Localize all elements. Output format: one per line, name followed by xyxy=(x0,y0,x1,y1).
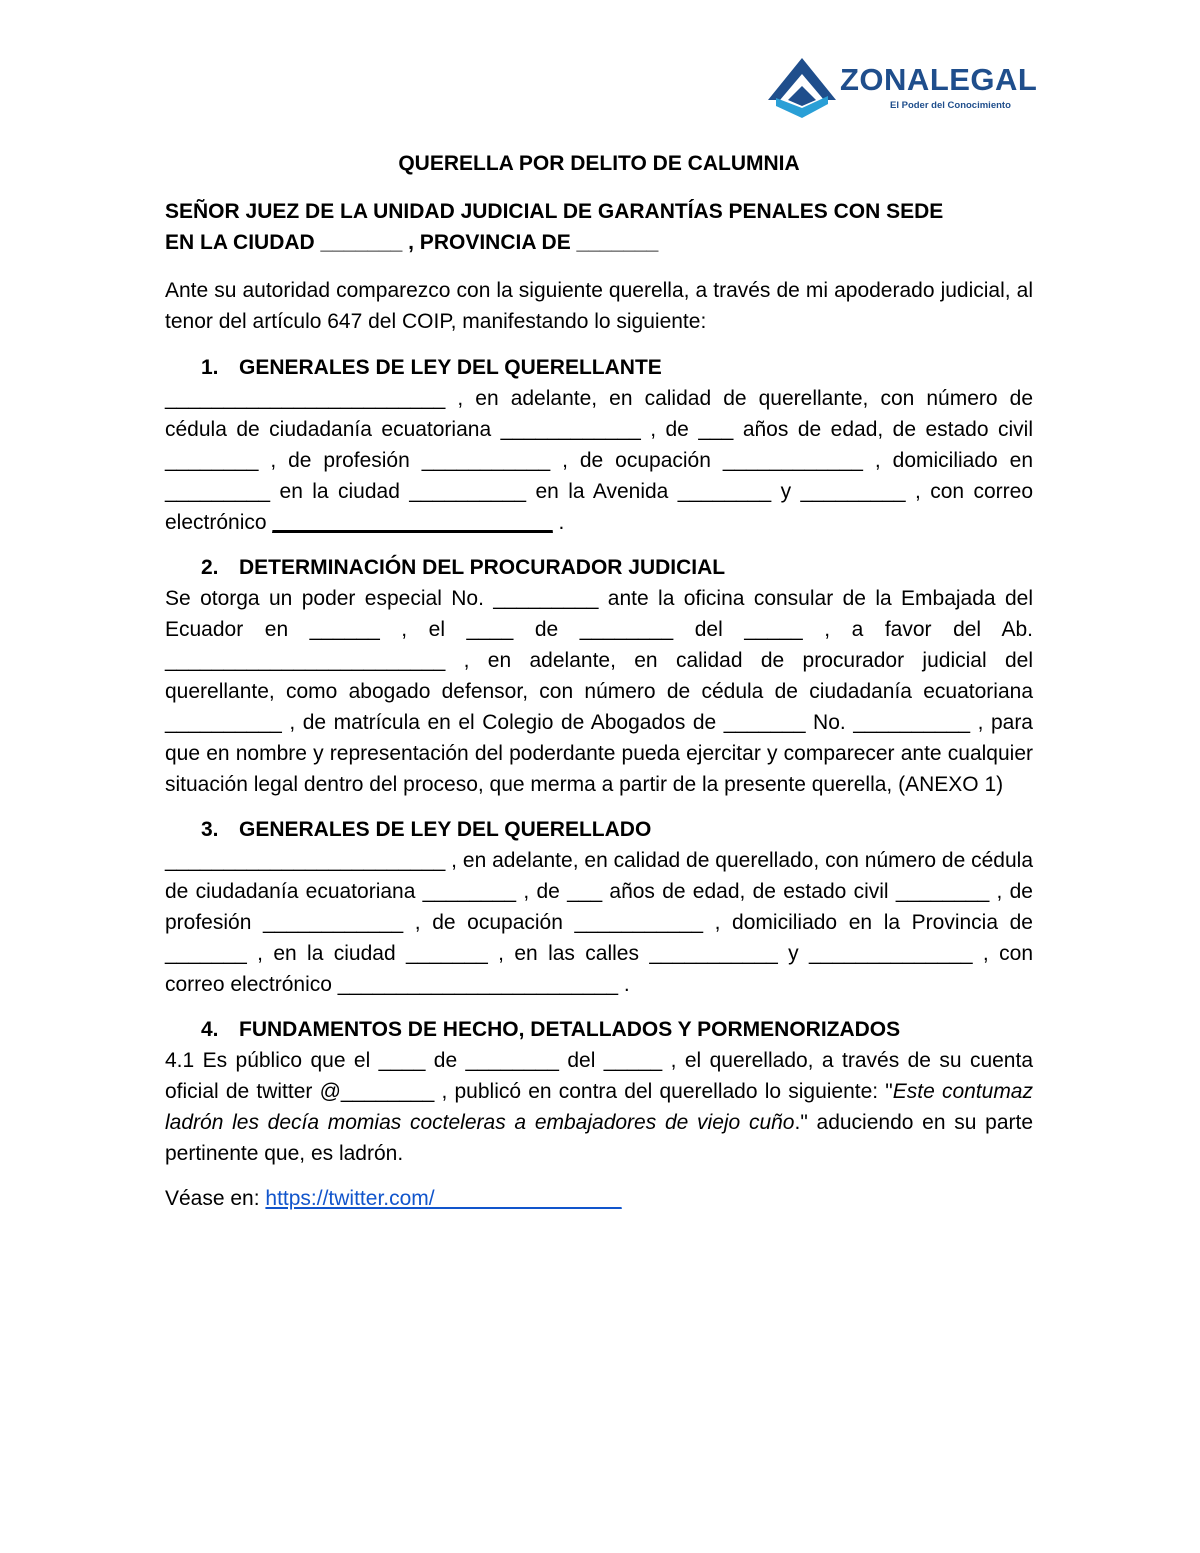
document-body xyxy=(165,148,1033,1228)
section-heading-4 xyxy=(165,1014,1033,1045)
section-body-1 xyxy=(165,383,1033,538)
addressee xyxy=(165,196,1033,258)
section-body-4 xyxy=(165,1045,1033,1169)
section-heading-1 xyxy=(165,352,1033,383)
logo-name: ZONALEGAL xyxy=(840,62,1038,97)
logo-tagline: El Poder del Conocimiento xyxy=(890,100,1011,111)
section-heading-3 xyxy=(165,814,1033,845)
logo-mark-icon xyxy=(766,56,838,126)
see-reference xyxy=(165,1183,1033,1214)
section-title: DETERMINACIÓN DEL PROCURADOR JUDICIAL xyxy=(239,556,726,579)
section-text: ________________________ , en adelante, en calidad de querellante, con número de cédula de ciudadanía ecuatoriana ____________ , de ___ años de edad, de estado civil ________ , de profesión ___________ , de ocupación ____________ , domiciliado en _________ en la ciudad __________ en la Avenida ________ y _________ , con correo electrónico xyxy=(165,387,1033,534)
section-title: GENERALES DE LEY DEL QUERELLADO xyxy=(239,818,652,841)
section-heading-2 xyxy=(165,552,1033,583)
section-end: . xyxy=(552,511,565,534)
document-title: QUERELLA POR DELITO DE CALUMNIA xyxy=(398,152,800,175)
tweet-quote: Este contumaz ladrón les decía momias cocteleras a embajadores de viejo cuño xyxy=(165,1080,1033,1134)
section-number: 2. xyxy=(201,556,219,579)
section-text: 4.1 Es público que el ____ de ________ del _____ , el querellado, a través de su cuenta oficial de twitter @________ , publicó en contra del querellado lo siguiente: " xyxy=(165,1049,1033,1103)
section-text-after: ." aduciendo en su parte pertinente que, es ladrón. xyxy=(165,1111,1034,1165)
section-title: FUNDAMENTOS DE HECHO, DETALLADOS Y PORMENORIZADOS xyxy=(239,1018,901,1041)
section-number: 1. xyxy=(201,356,219,379)
see-label: Véase en: xyxy=(165,1187,266,1210)
zonalegal-logo xyxy=(766,56,1036,126)
section-number: 4. xyxy=(201,1018,219,1041)
twitter-link[interactable]: https://twitter.com/________________ xyxy=(265,1187,622,1210)
section-number: 3. xyxy=(201,818,219,841)
addressee-line-2: EN LA CIUDAD _______ , PROVINCIA DE _______ xyxy=(165,231,659,254)
section-body-3: ________________________ , en adelante, en calidad de querellado, con número de cédula de ciudadanía ecuatoriana ________ , de ___ años de edad, de estado civil ________ , de profesión ____________ , de ocupación ___________ , domiciliado en la Provincia de _______ , en la ciudad _______ , en las calles ___________ y ______________ , con correo electrónico ________________________ . xyxy=(165,849,1033,996)
email-blank: ________________________ xyxy=(272,511,553,534)
addressee-line-1: SEÑOR JUEZ DE LA UNIDAD JUDICIAL DE GARANTÍAS PENALES CON SEDE xyxy=(165,200,944,223)
section-body-2: Se otorga un poder especial No. _________ ante la oficina consular de la Embajada del Ecuador en ______ , el ____ de ________ del _____ , a favor del Ab. ________________________ , en adelante, en calidad de procurador judicial del querellante, como abogado defensor, con número de cédula de ciudadanía ecuatoriana __________ , de matrícula en el Colegio de Abogados de _______ No. __________ , para que en nombre y representación del poderdante pueda ejercitar y comparecer ante cualquier situación legal dentro del proceso, que merma a partir de la presente querella, (ANEXO 1) xyxy=(165,587,1033,796)
section-title: GENERALES DE LEY DEL QUERELLANTE xyxy=(239,356,662,379)
intro-paragraph: Ante su autoridad comparezco con la siguiente querella, a través de mi apoderado judicial, al tenor del artículo 647 del COIP, manifestando lo siguiente: xyxy=(165,279,1033,333)
